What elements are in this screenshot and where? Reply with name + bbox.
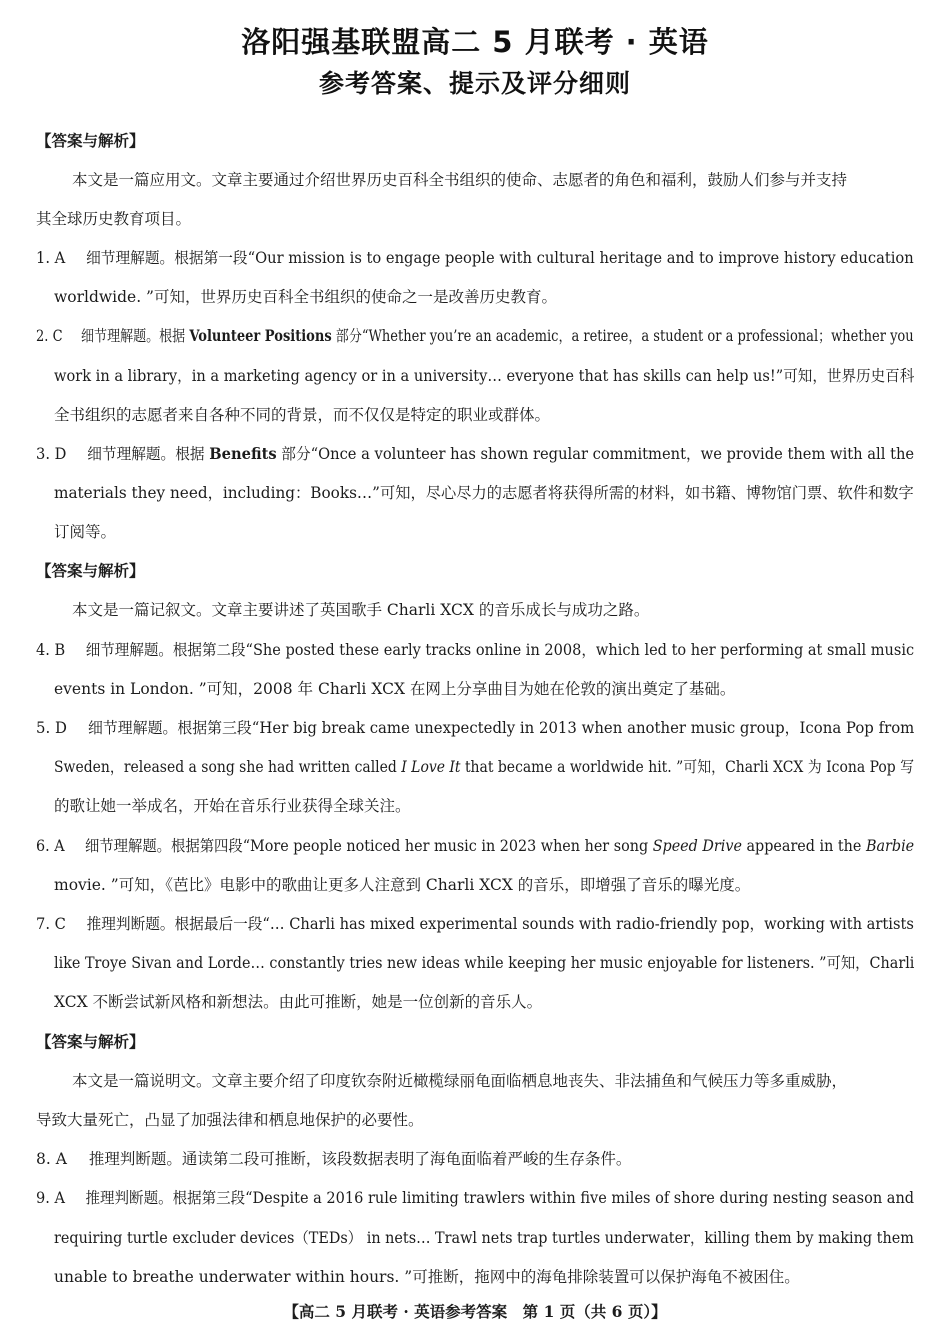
answer-number: 8. A <box>36 1150 67 1168</box>
section-header: 【答案与解析】 <box>36 131 145 150</box>
answer-text-line: like Troye Sivan and Lorde… constantly tries new ideas while keeping her music enjoyable for listeners. ”可知，Charli <box>54 954 915 972</box>
answer-item <box>36 1149 631 1169</box>
answer-item <box>36 718 914 738</box>
answer-text: 部分“Whether you’re an academic，a retiree，a student or a professional；whether you <box>331 327 914 345</box>
answer-text: 细节理解题。根据第二段“She posted these early tracks online in 2008，which led to her performing at small music <box>85 641 915 659</box>
section-intro-line: 本文是一篇记叙文。文章主要讲述了英国歌手 Charli XCX 的音乐成长与成功之路。 <box>72 601 650 619</box>
answer-text-line: events in London. ”可知，2008 年 Charli XCX 在网上分享曲目为她在伦敦的演出奠定了基础。 <box>54 680 736 698</box>
section-intro-line: 导致大量死亡，凸显了加强法律和栖息地保护的必要性。 <box>36 1111 424 1129</box>
answer-text: 细节理解题。根据第三段“Her big break came unexpectedly in 2013 when another music group，Icona Pop from <box>88 719 915 737</box>
answer-text-line: work in a library，in a marketing agency or in a university… everyone that has skills can help us!”可知，世界历史百科 <box>54 367 915 385</box>
answer-item <box>36 640 914 660</box>
answer-item <box>36 914 914 934</box>
answer-item <box>36 1188 914 1208</box>
movie-title: Barbie <box>865 837 915 855</box>
answer-text: 推理判断题。通读第二段可推断，该段数据表明了海龟面临着严峻的生存条件。 <box>88 1150 632 1168</box>
answer-number: 5. D <box>36 719 67 737</box>
answer-item <box>36 326 914 346</box>
page-title: 洛阳强基联盟高二 5 月联考 · 英语 <box>241 25 709 59</box>
answer-text: 部分“Once a volunteer has shown regular commitment，we provide them with all the <box>276 445 915 463</box>
section-header: 【答案与解析】 <box>36 561 145 580</box>
answer-number: 7. C <box>36 915 66 933</box>
answer-text: 细节理解题。根据第四段“More people noticed her music in 2023 when her song <box>84 837 653 855</box>
answer-number: 1. A <box>36 249 66 267</box>
section-intro-line: 其全球历史教育项目。 <box>36 210 192 228</box>
answer-text-line: materials they need，including：Books…”可知，尽心尽力的志愿者将获得所需的材料，如书籍、博物馆门票、软件和数字 <box>54 484 914 502</box>
answer-text-line: XCX 不断尝试新风格和新想法。由此可推断，她是一位创新的音乐人。 <box>54 993 543 1011</box>
answer-text-line: requiring turtle excluder devices（TEDs） in nets… Trawl nets trap turtles underwater，killing them by making them <box>54 1229 914 1247</box>
answer-text: 细节理解题。根据第一段“Our mission is to engage people with cultural heritage and to improve history education <box>86 249 914 267</box>
answer-text: Sweden，released a song she had written called <box>54 758 402 776</box>
bold-term: Volunteer Positions <box>189 326 332 345</box>
answer-text: that became a worldwide hit. ”可知，Charli XCX 为 Icona Pop 写 <box>460 758 915 776</box>
bold-term: Benefits <box>209 444 277 463</box>
answer-text: 细节理解题。根据 <box>87 445 210 463</box>
answer-text-line: unable to breathe underwater within hours. ”可推断，拖网中的海龟排除装置可以保护海龟不被困住。 <box>54 1268 800 1286</box>
answer-text: 推理判断题。根据第三段“Despite a 2016 rule limiting trawlers within five miles of shore during nesting season and <box>85 1189 915 1207</box>
page-subtitle: 参考答案、提示及评分细则 <box>318 69 631 98</box>
answer-text: appeared in the <box>741 837 866 855</box>
section-header: 【答案与解析】 <box>36 1032 145 1051</box>
answer-text-line: 订阅等。 <box>54 523 117 541</box>
answer-number: 4. B <box>36 641 66 659</box>
section-intro-line: 本文是一篇应用文。文章主要通过介绍世界历史百科全书组织的使命、志愿者的角色和福利，鼓励人们参与并支持 <box>72 171 848 189</box>
answer-text-line: 的歌让她一举成名，开始在音乐行业获得全球关注。 <box>54 797 411 815</box>
answer-number: 6. A <box>36 837 65 855</box>
answer-item <box>36 836 914 856</box>
answer-text: 细节理解题。根据 <box>81 327 190 345</box>
answer-number: 2. C <box>36 327 63 345</box>
answer-text-line <box>54 757 914 777</box>
song-title: I Love It <box>401 758 461 776</box>
answer-number: 9. A <box>36 1189 65 1207</box>
answer-item <box>36 444 914 464</box>
song-title: Speed Drive <box>652 837 742 855</box>
answer-text-line: movie. ”可知，《芭比》电影中的歌曲让更多人注意到 Charli XCX 的音乐，即增强了音乐的曝光度。 <box>54 876 751 894</box>
answer-text: 推理判断题。根据最后一段“… Charli has mixed experimental sounds with radio-friendly pop，working with artists <box>86 915 914 933</box>
answer-text-line: worldwide. ”可知，世界历史百科全书组织的使命之一是改善历史教育。 <box>54 288 557 306</box>
answer-text-line: 全书组织的志愿者来自各种不同的背景，而不仅仅是特定的职业或群体。 <box>54 406 551 424</box>
answer-item <box>36 248 914 268</box>
answer-number: 3. D <box>36 445 67 463</box>
section-intro-line: 本文是一篇说明文。文章主要介绍了印度钦奈附近橄榄绿丽龟面临栖息地丧失、非法捕鱼和气候压力等多重威胁， <box>72 1072 848 1090</box>
page-footer: 【高二 5 月联考 · 英语参考答案 第 1 页（共 6 页）】 <box>283 1302 667 1321</box>
